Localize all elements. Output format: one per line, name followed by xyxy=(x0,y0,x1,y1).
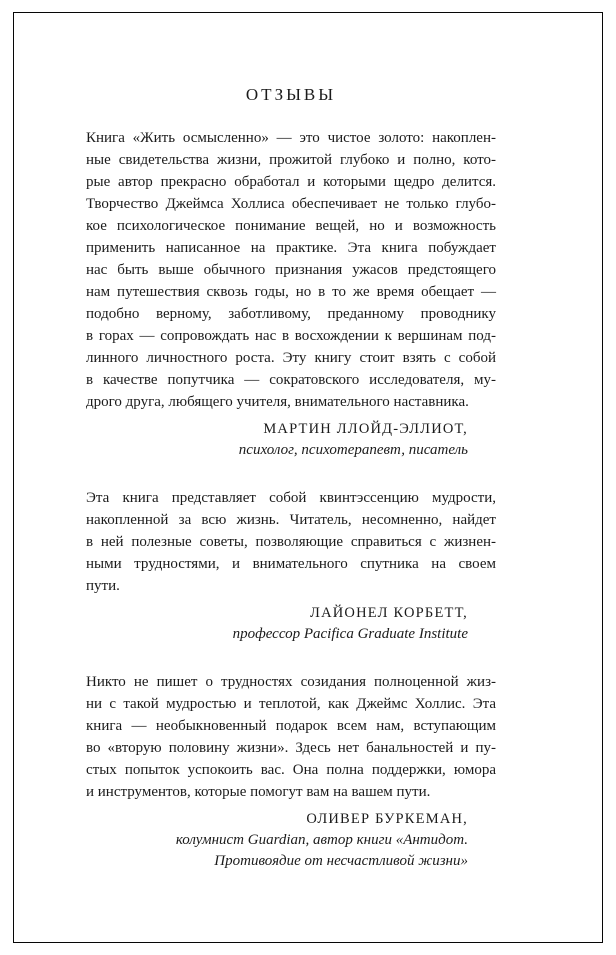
review-text-line: ными трудностями, и внимательного спутника на своем xyxy=(86,556,496,572)
review-text-line: кое психологическое понимание вещей, но и возможность xyxy=(86,218,496,234)
author-credential: Противоядие от несчастливой жизни» xyxy=(214,853,468,869)
review-text-line: дрого друга, любящего учителя, внимательного наставника. xyxy=(86,394,469,410)
review-text-line: линного личностного роста. Эту книгу стоит взять с собой xyxy=(86,350,496,366)
attribution xyxy=(86,419,496,461)
review-text-line: Книга «Жить осмысленно» — это чистое золото: накоплен- xyxy=(86,130,496,146)
review-text-line: нас быть выше обычного признания ужасов предстоящего xyxy=(86,262,496,278)
review-text-line: стых попыток успокоить вас. Она полна поддержки, юмора xyxy=(86,762,496,778)
review-text-line: нам путешествия сквозь годы, но в то же время обещает — xyxy=(86,284,496,300)
author-name: ЛАЙОНЕЛ КОРБЕТТ, xyxy=(310,605,468,621)
reviews-section xyxy=(86,127,602,872)
review-block-2 xyxy=(86,487,602,645)
review-text xyxy=(86,487,496,597)
attribution xyxy=(86,809,496,872)
page-frame xyxy=(13,12,603,943)
review-text-line: подобно верному, заботливому, преданному проводнику xyxy=(86,306,496,322)
review-text-line: пути. xyxy=(86,578,120,594)
review-text-line: книга — необыкновенный подарок всем нам, вступающим xyxy=(86,718,496,734)
author-name: ОЛИВЕР БУРКЕМАН, xyxy=(306,811,468,827)
review-text-line: во «вторую половину жизни». Здесь нет банальностей и пу- xyxy=(86,740,496,756)
review-text-line: применить написанное на практике. Эта книга побуждает xyxy=(86,240,496,256)
review-text-line: в ней полезные советы, позволяющие справиться с жизнен- xyxy=(86,534,496,550)
author-credential: психолог, психотерапевт, писатель xyxy=(238,442,468,458)
review-text-line: рые автор прекрасно обработал и которыми щедро делится. xyxy=(86,174,496,190)
review-text-line: в качестве попутчика — сократовского исследователя, му- xyxy=(86,372,496,388)
review-text-line: Эта книга представляет собой квинтэссенцию мудрости, xyxy=(86,490,496,506)
author-credential: колумнист Guardian, автор книги «Антидот. xyxy=(175,832,468,848)
review-block-1 xyxy=(86,127,602,461)
review-text-line: ни с такой мудростью и теплотой, как Джеймс Холлис. Эта xyxy=(86,696,496,712)
review-text-line: Никто не пишет о трудностях созидания полноценной жиз- xyxy=(86,674,496,690)
review-text-line: и инструментов, которые помогут вам на вашем пути. xyxy=(86,784,431,800)
review-text-line: накопленной за всю жизнь. Читатель, несомненно, найдет xyxy=(86,512,496,528)
review-text xyxy=(86,671,496,803)
review-text xyxy=(86,127,496,413)
review-text-line: в горах — сопровождать нас в восхождении к вершинам под- xyxy=(86,328,496,344)
author-credential: профессор Pacifica Graduate Institute xyxy=(232,626,468,642)
attribution xyxy=(86,603,496,645)
review-text-line: Творчество Джеймса Холлиса обеспечивает не только глубо- xyxy=(86,196,496,212)
review-block-3 xyxy=(86,671,602,872)
author-name: МАРТИН ЛЛОЙД-ЭЛЛИОТ, xyxy=(263,421,468,437)
review-text-line: ные свидетельства жизни, прожитой глубоко и полно, кото- xyxy=(86,152,496,168)
page-title: ОТЗЫВЫ xyxy=(245,85,337,104)
